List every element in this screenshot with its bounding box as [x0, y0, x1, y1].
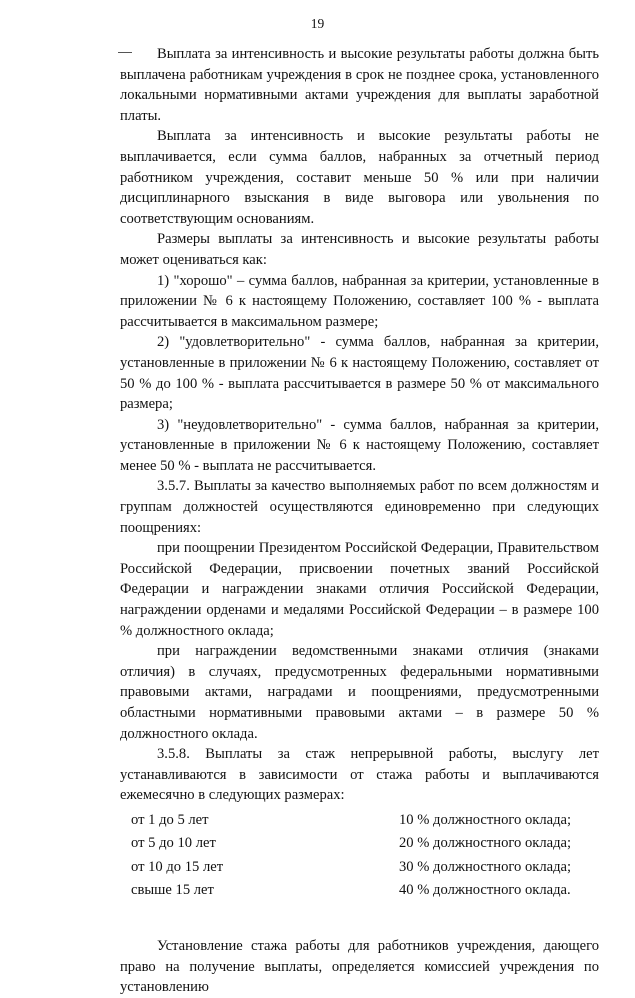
- seniority-table: [120, 810, 599, 904]
- seniority-rate: 40 % должностного оклада.: [399, 882, 571, 899]
- paragraph-seniority-commission: Установление стажа работы для работников учреждения, дающего право на получение выплаты, определяется комиссией учреждения по установлению: [120, 937, 599, 996]
- paragraph-payment-not-paid: Выплата за интенсивность и высокие результаты работы не выплачивается, если сумма баллов, набранных за отчетный период работником учреждения, составит меньше 50 % или при наличии дисциплинарного взыскания в виде выговора или увольнения по соответствующим основаниям.: [120, 128, 599, 227]
- paragraph-rating-unsatisfactory: 3) "неудовлетворительно" - сумма баллов, набранная за критерии, установленные в приложении № 6 к настоящему Положению, составляет менее 50 % - выплата не рассчитывается.: [120, 416, 599, 474]
- paragraph-departmental-awards: при награждении ведомственными знаками отличия (знаками отличия) в случаях, предусмотренных федеральными нормативными правовыми актами, наградами и поощрениями, предусмотренными областными нормативными правовыми актами – в размере 50 % должностного оклада.: [120, 643, 599, 742]
- paragraph-payment-rating: Размеры выплаты за интенсивность и высокие результаты работы может оцениваться как:: [120, 231, 599, 268]
- seniority-range: от 5 до 10 лет: [131, 835, 216, 852]
- seniority-rate: 20 % должностного оклада;: [399, 835, 572, 852]
- table-row: [120, 833, 599, 857]
- paragraph-federal-awards: при поощрении Президентом Российской Федерации, Правительством Российской Федерации, присвоении почетных званий Российской Федерации и награждении знаками отличия Российской Федерации, награждении орденами и медалями Российской Федерации – в размере 100 % должностного оклада;: [120, 540, 599, 639]
- paragraph-rating-good: 1) "хорошо" – сумма баллов, набранная за критерии, установленные в приложении № 6 к настоящему Положению, составляет 100 % - выплата рассчитывается в максимальном размере;: [120, 272, 599, 330]
- table-row: [120, 857, 599, 881]
- seniority-rate: 30 % должностного оклада;: [399, 858, 572, 875]
- seniority-rate: 10 % должностного оклада;: [399, 811, 572, 828]
- seniority-range: от 10 до 15 лет: [131, 858, 224, 875]
- seniority-range: от 1 до 5 лет: [131, 811, 209, 828]
- seniority-range: свыше 15 лет: [131, 882, 214, 899]
- section-spacer: [120, 904, 599, 936]
- paragraph-section-3-5-8: 3.5.8. Выплаты за стаж непрерывной работы, выслугу лет устанавливаются в зависимости от стажа работы и выплачиваются ежемесячно в следующих размерах:: [120, 746, 599, 804]
- paragraph-section-3-5-7: 3.5.7. Выплаты за качество выполняемых работ по всем должностям и группам должностей осуществляются единовременно при следующих поощрениях:: [120, 478, 599, 536]
- table-row: [120, 880, 599, 904]
- paragraph-rating-satisfactory: 2) "удовлетворительно" - сумма баллов, набранная за критерии, установленные в приложении № 6 к настоящему Положению, составляет от 50 % до 100 % - выплата рассчитывается в размере 50 % от максимального размера;: [120, 334, 599, 413]
- table-row: [120, 810, 599, 834]
- document-body: [120, 44, 599, 998]
- paragraph-payment-deadline: Выплата за интенсивность и высокие результаты работы должна быть выплачена работникам учреждения в срок не позднее срока, установленного локальными нормативными актами учреждения для выплаты заработной платы.: [120, 46, 599, 124]
- page-number: 19: [310, 16, 325, 31]
